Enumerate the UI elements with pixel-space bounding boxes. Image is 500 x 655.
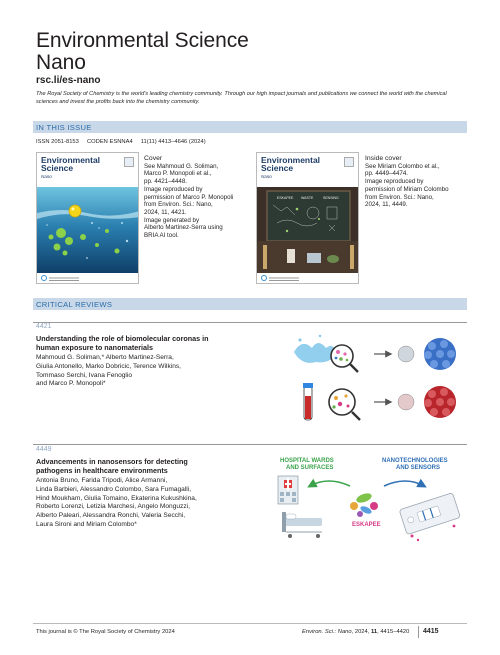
author-line: Hind Moukham, Giulia Tomaino, Ekaterina Kukushkina, (36, 494, 197, 502)
article-title-line: pathogens in healthcare environments (36, 466, 168, 475)
inside-cover-line: from Environ. Sci.: Nano, (365, 193, 434, 201)
cover-line: 2024, 11, 4421. (144, 208, 187, 216)
inside-cover-line: 2024, 11, 4449. (365, 201, 408, 209)
author-line: Giulia Antonello, Marko Dobricic, Terence Wilkins, (36, 362, 181, 370)
article-title-line: Understanding the role of biomolecular coronas in (36, 334, 209, 343)
cover-line: BRIA AI tool. (144, 232, 179, 240)
author-line: Roberto Lorenzi, Letizia Marchesi, Angelo Monguzzi, (36, 503, 190, 511)
article-title[interactable] (36, 334, 266, 352)
chalk-label: ESKAPEE (277, 196, 294, 200)
cover-masthead (37, 153, 138, 187)
cover-image[interactable] (36, 152, 139, 284)
article-title-line: Advancements in nanosensors for detecting (36, 457, 188, 466)
cover-heading: Cover (144, 155, 163, 162)
figure-label-nanotech: NANOTECHNOLOGIES (382, 458, 448, 464)
corona-graphical-abstract (290, 330, 465, 430)
article-page-number[interactable]: 4449 (36, 446, 52, 453)
author-line: Alberto Paleari, Alessandra Ronchi, Valeria Secchi, (36, 512, 186, 520)
cover-line: Image generated by (144, 216, 200, 224)
cover-footer (37, 273, 138, 283)
author-line: Tommaso Serchi, Ivana Fenoglio (36, 371, 133, 379)
inside-cover-footer (257, 273, 358, 283)
issn: ISSN 2051-8153 (36, 139, 79, 145)
article-divider (33, 322, 467, 323)
rsc-logo-icon (261, 275, 267, 281)
cover-line: Marco P. Monopoli et al., (144, 170, 212, 178)
rsc-blurb: The Royal Society of Chemistry is the world's leading chemistry community. Through our high impact journals and publications we connect the world with the chemical sciences and invest the profits back into the chemistry community. (36, 91, 447, 105)
author-line: Mahmoud G. Soliman,* Alberto Martinez-Serra, (36, 354, 174, 361)
footer-divider (33, 623, 467, 624)
inside-cover-badge-icon (344, 157, 354, 167)
rsc-logo-text-icon (49, 280, 79, 282)
in-this-issue-bar (33, 121, 467, 133)
cover-badge-icon (124, 157, 134, 167)
inside-cover-mini-title (261, 157, 320, 173)
cover-line: pp. 4421–4448. (144, 178, 188, 186)
issn-line (36, 139, 206, 145)
footer-citation (302, 629, 409, 635)
figure-label-hospital: HOSPITAL WARDS (280, 458, 334, 464)
cover-caption (144, 155, 249, 240)
cover-line: Alberto Martinez-Serra using (144, 224, 223, 232)
cover-mini-title-1: Environmental (41, 155, 101, 165)
inside-cover-masthead (257, 153, 358, 187)
footer-year: , 2024, (351, 629, 371, 635)
nanosensor-graphical-abstract (272, 452, 467, 552)
article-title-line: human exposure to nanomaterials (36, 343, 154, 352)
footer-copyright: This journal is © The Royal Society of Chemistry 2024 (36, 629, 175, 635)
footer-page-number: 4415 (423, 628, 439, 635)
inside-cover-line: permission of Miriam Colombo (365, 185, 449, 193)
inside-cover-mini-subtitle: Nano (261, 174, 272, 179)
inside-cover-heading: Inside cover (365, 155, 402, 162)
author-line: Laura Sironi and Miriam Colombo* (36, 520, 137, 528)
article-page-number[interactable]: 4421 (36, 323, 52, 330)
cover-mini-title-2: Science (41, 162, 74, 173)
article-divider (33, 444, 467, 445)
in-this-issue-label: IN THIS ISSUE (36, 122, 92, 132)
cover-line: from Environ. Sci.: Nano, (144, 201, 213, 209)
journal-title-line-2: Nano (36, 51, 86, 74)
chalk-label: SENSING (323, 196, 339, 200)
inside-cover-image[interactable] (256, 152, 359, 284)
inside-cover-mini-title-2: Science (261, 162, 294, 173)
author-line: and Marco P. Monopoli* (36, 380, 106, 388)
cover-line: permission of Marco P. Monopoli (144, 193, 234, 201)
article-title[interactable] (36, 457, 266, 475)
volume-pages: 11(11) 4413–4646 (2024) (140, 139, 206, 145)
author-line: Linda Barbieri, Alessandro Colombo, Sara Fumagalli, (36, 485, 192, 493)
inside-cover-line: See Miriam Colombo et al., (365, 162, 440, 170)
journal-url[interactable]: rsc.li/es-nano (36, 75, 101, 86)
critical-reviews-label: CRITICAL REVIEWS (36, 299, 113, 309)
footer-pages: , 4415–4420 (377, 629, 410, 635)
inside-cover-line: Image reproduced by (365, 178, 424, 186)
cover-line: Image reproduced by (144, 185, 203, 193)
figure-label-eskapee: ESKAPEE (352, 522, 381, 528)
chalk-label: WASTE (301, 196, 314, 200)
coden: CODEN ESNNA4 (86, 139, 133, 145)
rsc-logo-text-icon (269, 280, 299, 282)
footer-journal-abbrev: Environ. Sci.: Nano (302, 629, 352, 635)
figure-label-sensors: AND SENSORS (396, 465, 441, 471)
journal-title-line-1: Environmental Science (36, 29, 249, 52)
critical-reviews-bar (33, 298, 467, 310)
cover-line: See Mahmoud G. Soliman, (144, 162, 219, 170)
footer-separator (418, 626, 419, 638)
author-line: Antonia Bruno, Farida Tripodi, Alice Armanni, (36, 477, 168, 484)
rsc-logo-icon (41, 275, 47, 281)
inside-cover-line: pp. 4449–4474. (365, 170, 409, 178)
inside-cover-mini-title-1: Environmental (261, 155, 321, 165)
footer-volume: 11 (370, 629, 378, 635)
figure-label-surfaces: AND SURFACES (286, 465, 334, 471)
article-authors (36, 354, 271, 389)
cover-mini-subtitle: Nano (41, 174, 52, 179)
cover-mini-title (41, 157, 100, 173)
inside-cover-caption (365, 155, 470, 209)
article-authors (36, 477, 271, 530)
journal-title (36, 30, 249, 73)
